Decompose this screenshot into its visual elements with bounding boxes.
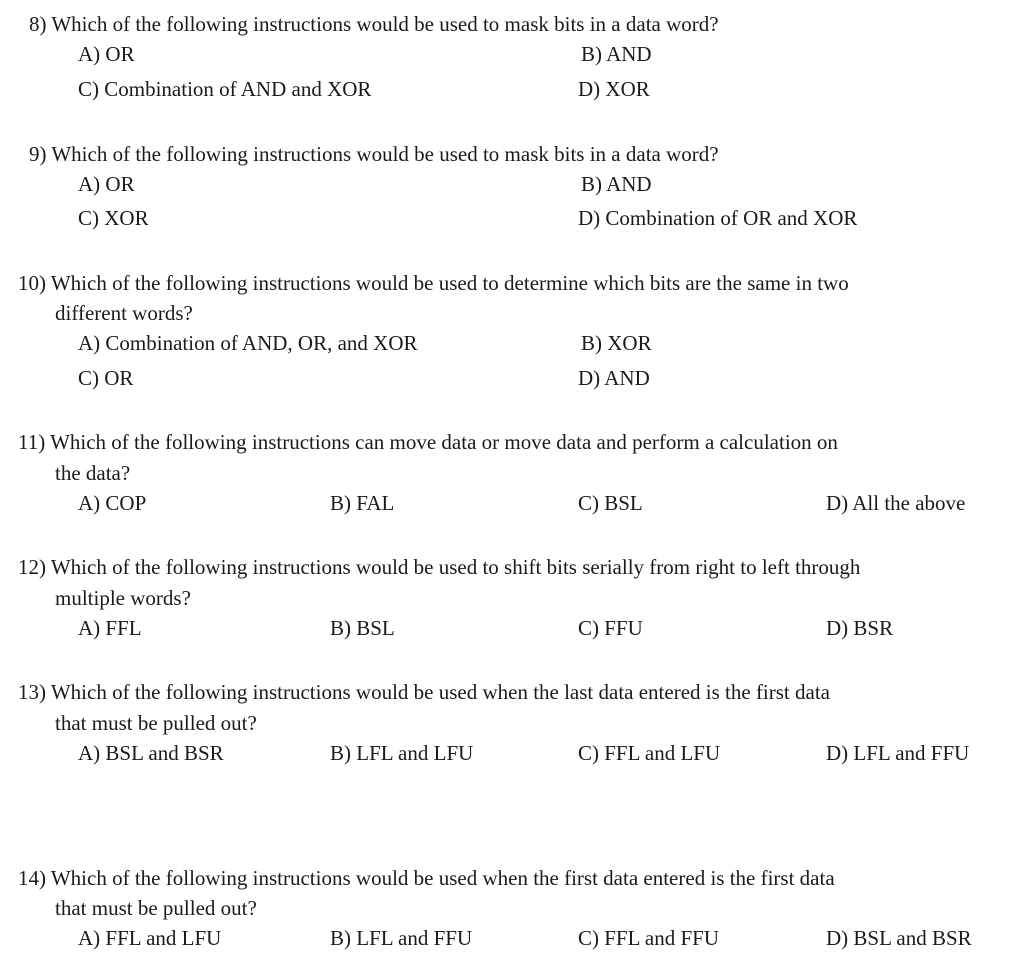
option-c: C) FFU — [578, 616, 643, 640]
question-stem-continued: that must be pulled out? — [55, 896, 257, 920]
option-b: B) AND — [581, 172, 652, 196]
question-stem-continued: different words? — [55, 301, 193, 325]
question-stem: 9) Which of the following instructions would be used to mask bits in a data word? — [29, 142, 719, 166]
question-stem-continued: the data? — [55, 461, 131, 485]
question-stem: 11) Which of the following instructions can move data or move data and perform a calculation on — [18, 430, 838, 454]
option-b: B) BSL — [330, 616, 395, 640]
option-a: A) COP — [78, 491, 147, 515]
option-b: B) LFL and FFU — [330, 926, 473, 950]
option-c: C) BSL — [578, 491, 643, 515]
question-stem: 8) Which of the following instructions would be used to mask bits in a data word? — [29, 12, 719, 36]
option-d: D) BSR — [826, 616, 894, 640]
option-d: D) AND — [578, 366, 650, 390]
option-c: C) XOR — [78, 206, 149, 230]
option-b: B) AND — [581, 42, 652, 66]
question-stem: 10) Which of the following instructions would be used to determine which bits are the same in two — [18, 271, 849, 295]
option-d: D) Combination of OR and XOR — [578, 206, 858, 230]
option-a: A) FFL — [78, 616, 142, 640]
option-c: C) Combination of AND and XOR — [78, 77, 372, 101]
option-a: A) FFL and LFU — [78, 926, 222, 950]
question-stem: 13) Which of the following instructions would be used when the last data entered is the first data — [18, 680, 830, 704]
option-d: D) BSL and BSR — [826, 926, 972, 950]
option-b: B) LFL and LFU — [330, 741, 474, 765]
option-a: A) OR — [78, 172, 135, 196]
option-d: D) All the above — [826, 491, 966, 515]
option-a: A) Combination of AND, OR, and XOR — [78, 331, 418, 355]
option-c: C) FFL and LFU — [578, 741, 721, 765]
question-stem-continued: multiple words? — [55, 586, 191, 610]
option-d: D) LFL and FFU — [826, 741, 970, 765]
option-a: A) OR — [78, 42, 135, 66]
question-stem: 12) Which of the following instructions would be used to shift bits serially from right to left through — [18, 555, 861, 579]
option-b: B) FAL — [330, 491, 395, 515]
question-stem: 14) Which of the following instructions would be used when the first data entered is the first data — [18, 866, 835, 890]
question-stem-continued: that must be pulled out? — [55, 711, 257, 735]
option-d: D) XOR — [578, 77, 650, 101]
option-c: C) FFL and FFU — [578, 926, 720, 950]
option-c: C) OR — [78, 366, 134, 390]
option-a: A) BSL and BSR — [78, 741, 224, 765]
option-b: B) XOR — [581, 331, 652, 355]
